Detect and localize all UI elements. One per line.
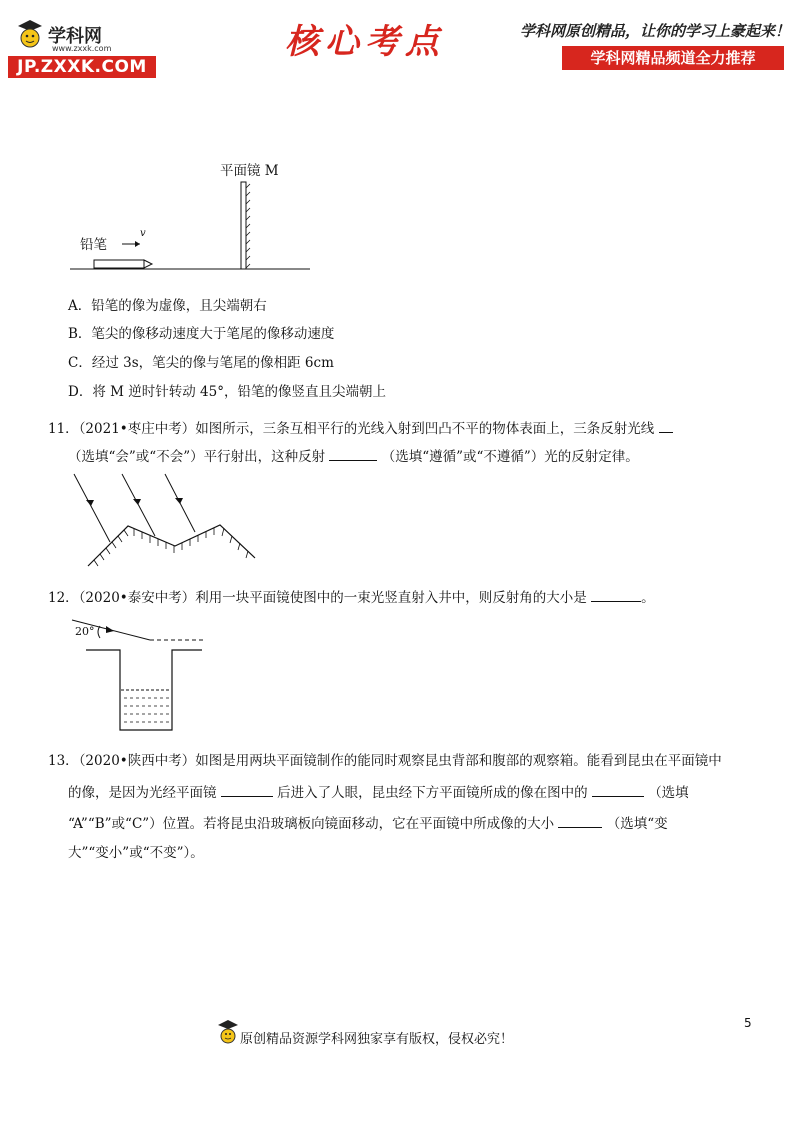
brand-domain: www.zxxk.com [52, 44, 112, 53]
mascot-icon [216, 1018, 240, 1050]
question-13-line3: “A”“B”或“C”）位置。若将昆虫沿玻璃板向镜面移动，它在平面镜中所成像的大小 （选填“变 [68, 813, 668, 833]
brand-logo [8, 14, 158, 77]
question-text: （2021•枣庄中考）如图所示，三条互相平行的光线入射到凹凸不平的物体表面上，三条反射光线 [78, 421, 655, 437]
option-c: C．经过 3s，笔尖的像与笔尾的像相距 6cm [68, 355, 334, 371]
pencil-label: 铅笔 [80, 237, 107, 253]
question-number: 12． [48, 590, 79, 606]
angle-label: 20° [75, 625, 95, 638]
answer-blank [592, 782, 644, 797]
header-slogan: 学科网原创精品，让你的学习上豪起来！ [520, 22, 791, 40]
answer-blank [659, 418, 673, 433]
brand-site: JP.ZXXK.COM [8, 56, 156, 78]
answer-blank [591, 587, 641, 602]
question-11 [48, 418, 673, 438]
figure-rough-surface [70, 470, 265, 570]
option-a: A．铅笔的像为虚像，且尖端朝右 [68, 298, 267, 314]
footer [230, 1018, 590, 1054]
mascot-icon [14, 18, 46, 54]
footer-copyright: 原创精品资源学科网独家享有版权，侵权必究！ [240, 1032, 514, 1047]
figure-well [70, 612, 210, 734]
question-number: 13． [48, 753, 79, 769]
answer-blank [558, 813, 602, 828]
header-channel-badge: 学科网精品频道全力推荐 [562, 46, 784, 70]
brand-name: 学科网 [48, 26, 102, 47]
answer-blank [221, 782, 273, 797]
page-title: 核心考点 [285, 22, 445, 62]
question-text: （2020•泰安中考）利用一块平面镜使图中的一束光竖直射入井中，则反射角的大小是 [78, 590, 587, 606]
option-b: B．笔尖的像移动速度大于笔尾的像移动速度 [68, 326, 335, 342]
question-13-line2: 的像，是因为光经平面镜 后进入了人眼，昆虫经下方平面镜所成的像在图中的 （选填 [68, 782, 689, 802]
figure-pencil-mirror [60, 150, 330, 280]
option-d: D．将 M 逆时针转动 45°，铅笔的像竖直且尖端朝上 [68, 384, 386, 400]
question-text: （2020•陕西中考）如图是用两块平面镜制作的能同时观察昆虫背部和腹部的观察箱。能看到昆虫在平面镜中 [78, 753, 722, 769]
answer-blank [329, 446, 377, 461]
velocity-label: v [140, 228, 146, 239]
question-11-line2: （选填“会”或“不会”）平行射出，这种反射 （选填“遵循”或“不遵循”）光的反射定律。 [68, 446, 639, 466]
page-number: 5 [744, 1016, 752, 1030]
question-13-line4: 大”“变小”或“不变”）。 [68, 845, 204, 861]
question-13 [48, 752, 722, 770]
question-number: 11． [48, 421, 79, 437]
mirror-label: 平面镜 M [220, 163, 279, 179]
question-12: 12．（2020•泰安中考）利用一块平面镜使图中的一束光竖直射入井中，则反射角的大小是 。 [48, 587, 655, 607]
